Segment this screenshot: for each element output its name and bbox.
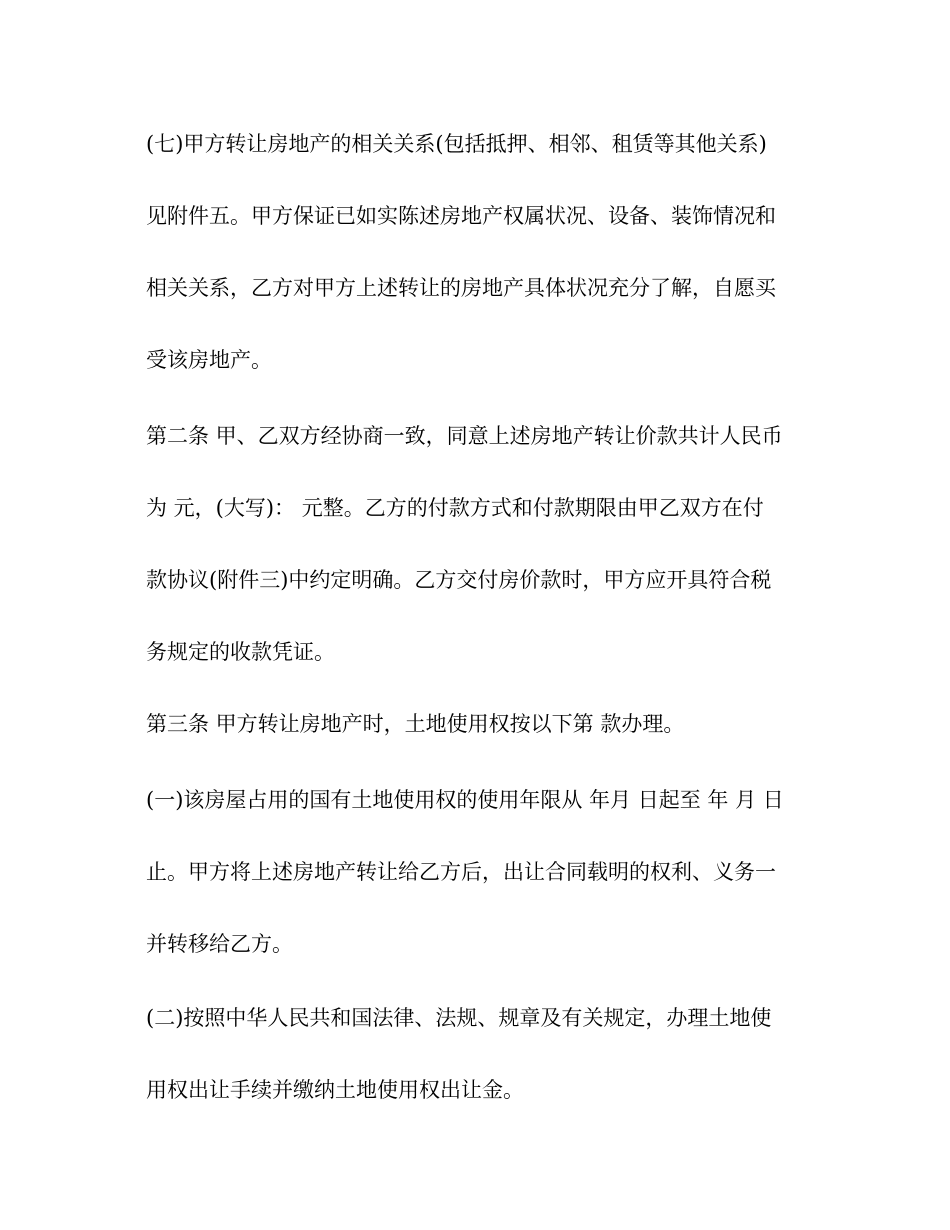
text-line: 款协议(附件三)中约定明确。乙方交付房价款时，甲方应开具符合税: [146, 568, 772, 592]
text-line: (一)该房屋占用的国有土地使用权的使用年限从 年月 日起至 年 月 日: [146, 788, 784, 812]
text-line: 见附件五。甲方保证已如实陈述房地产权属状况、设备、装饰情况和: [146, 204, 776, 228]
text-line: 第二条 甲、乙双方经协商一致，同意上述房地产转让价款共计人民币: [146, 424, 783, 448]
text-line: (七)甲方转让房地产的相关关系(包括抵押、相邻、租赁等其他关系): [146, 132, 767, 156]
text-line: 止。甲方将上述房地产转让给乙方后，出让合同载明的权利、义务一: [146, 860, 776, 884]
text-line: 用权出让手续并缴纳土地使用权出让金。: [146, 1078, 524, 1102]
text-line: 第三条 甲方转让房地产时，土地使用权按以下第 款办理。: [146, 712, 685, 736]
text-line: 务规定的收款凭证。: [146, 640, 335, 664]
text-line: 受该房地产。: [146, 348, 272, 372]
text-line: 相关关系，乙方对甲方上述转让的房地产具体状况充分了解，自愿买: [146, 276, 776, 300]
text-line: (二)按照中华人民共和国法律、法规、规章及有关规定，办理土地使: [146, 1006, 772, 1030]
text-line: 并转移给乙方。: [146, 932, 293, 956]
text-line: 为 元，(大写)： 元整。乙方的付款方式和付款期限由甲乙双方在付: [146, 496, 764, 520]
